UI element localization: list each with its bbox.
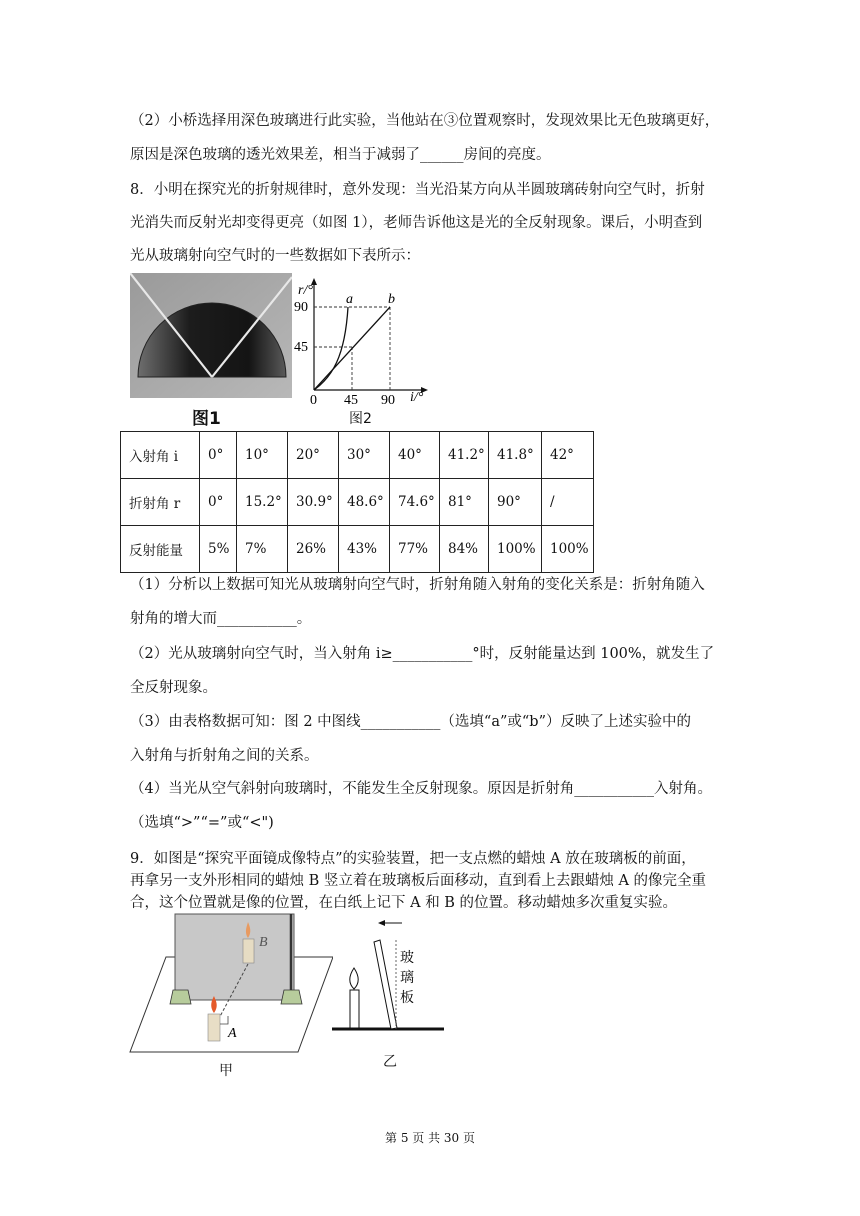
y-tick-90: 90: [294, 300, 308, 315]
figure-1-caption: 图1: [192, 409, 221, 429]
question-9-line-2: 再拿另一支外形相同的蜡烛 B 竖立着在玻璃板后面移动，直到看上去跟蜡烛 A 的像完全重: [130, 873, 707, 889]
table-cell: 84%: [440, 526, 489, 573]
table-cell: 90°: [489, 479, 542, 526]
x-tick-45: 45: [344, 393, 358, 406]
table-cell: 43%: [339, 526, 390, 573]
table-cell: 20°: [288, 432, 339, 479]
table-cell: 41.8°: [489, 432, 542, 479]
table-cell: 10°: [237, 432, 288, 479]
question-9-line-3: 合，这个位置就是像的位置，在白纸上记下 A 和 B 的位置。移动蜡烛多次重复实验。: [130, 895, 678, 911]
question-7-part-2-line-2: 原因是深色玻璃的透光效果差，相当于减弱了______房间的亮度。: [130, 147, 551, 163]
figure-yi-side-view: [330, 910, 450, 1035]
candle-a-label: A: [228, 1026, 237, 1041]
page-footer: 第 5 页 共 30 页: [385, 1131, 475, 1145]
question-8-line-3: 光从玻璃射向空气时的一些数据如下表所示：: [130, 248, 420, 264]
x-tick-90: 90: [381, 393, 395, 406]
glass-label-char-3: 板: [400, 989, 414, 1005]
figure-jia-mirror-setup: [128, 912, 333, 1057]
question-8-part-1-line-1: （1）分析以上数据可知光从玻璃射向空气时，折射角随入射角的变化关系是：折射角随入: [130, 577, 705, 593]
table-cell: 81°: [440, 479, 489, 526]
table-cell: 30.9°: [288, 479, 339, 526]
table-cell: 26%: [288, 526, 339, 573]
table-cell: 41.2°: [440, 432, 489, 479]
question-8-part-4-line-1: （4）当光从空气斜射向玻璃时，不能发生全反射现象。原因是折射角___________入射角。: [130, 781, 712, 797]
question-9-line-1: 9．如图是“探究平面镜成像特点”的实验装置，把一支点燃的蜡烛 A 放在玻璃板的前面，: [130, 851, 696, 867]
question-8-part-3-line-1: （3）由表格数据可知：图 2 中图线___________（选填“a”或“b”）反映了上述实验中的: [130, 714, 691, 730]
figure-yi-caption: 乙: [383, 1054, 397, 1070]
table-cell: 40°: [390, 432, 440, 479]
table-cell: 15.2°: [237, 479, 288, 526]
question-8-part-3-line-2: 入射角与折射角之间的关系。: [130, 748, 319, 764]
table-cell: 入射角 i: [121, 432, 200, 479]
question-8-part-1-line-2: 射角的增大而___________。: [130, 611, 312, 627]
x-axis-label: i/°: [410, 390, 424, 405]
x-tick-0: 0: [310, 393, 317, 406]
table-cell: 0°: [200, 479, 237, 526]
question-8-part-2-line-1: （2）光从玻璃射向空气时，当入射角 i≥___________°时，反射能量达到 100%，就发生了: [130, 646, 715, 662]
table-cell: 反射能量: [121, 526, 200, 573]
glass-label-char-1: 玻: [400, 949, 414, 965]
table-cell: 100%: [489, 526, 542, 573]
question-8-line-1: 8．小明在探究光的折射规律时，意外发现：当光沿某方向从半圆玻璃砖射向空气时，折射: [130, 182, 705, 198]
curve-b-label: b: [388, 292, 395, 307]
question-8-part-2-line-2: 全反射现象。: [130, 680, 217, 696]
table-row: [121, 432, 594, 479]
table-cell: 30°: [339, 432, 390, 479]
figure-2-graph: [292, 272, 440, 406]
table-cell: 折射角 r: [121, 479, 200, 526]
table-cell: 74.6°: [390, 479, 440, 526]
y-axis-label: r/°: [298, 283, 313, 298]
table-cell: 5%: [200, 526, 237, 573]
figure-jia-caption: 甲: [219, 1063, 233, 1079]
table-cell: 100%: [542, 526, 594, 573]
question-7-part-2-line-1: （2）小桥选择用深色玻璃进行此实验，当他站在③位置观察时，发现效果比无色玻璃更好，: [130, 113, 720, 129]
curve-a: [314, 307, 348, 390]
table-cell: /: [542, 479, 594, 526]
table-cell: 77%: [390, 526, 440, 573]
table-cell: 7%: [237, 526, 288, 573]
table-cell: 42°: [542, 432, 594, 479]
table-cell: 48.6°: [339, 479, 390, 526]
data-table: [120, 431, 594, 573]
table-row: [121, 479, 594, 526]
figure-2-caption: 图2: [349, 411, 372, 427]
candle-b-label: B: [259, 935, 268, 950]
question-8-line-2: 光消失而反射光却变得更亮（如图 1），老师告诉他这是光的全反射现象。课后，小明查到: [130, 215, 703, 231]
figure-1-semicircle-glass: [130, 273, 292, 398]
y-tick-45: 45: [294, 340, 308, 355]
table-cell: 0°: [200, 432, 237, 479]
glass-label-char-2: 璃: [400, 969, 414, 985]
table-row: [121, 526, 594, 573]
question-8-part-4-line-2: （选填“>”“=”或“<"): [130, 815, 274, 831]
curve-a-label: a: [346, 292, 353, 307]
